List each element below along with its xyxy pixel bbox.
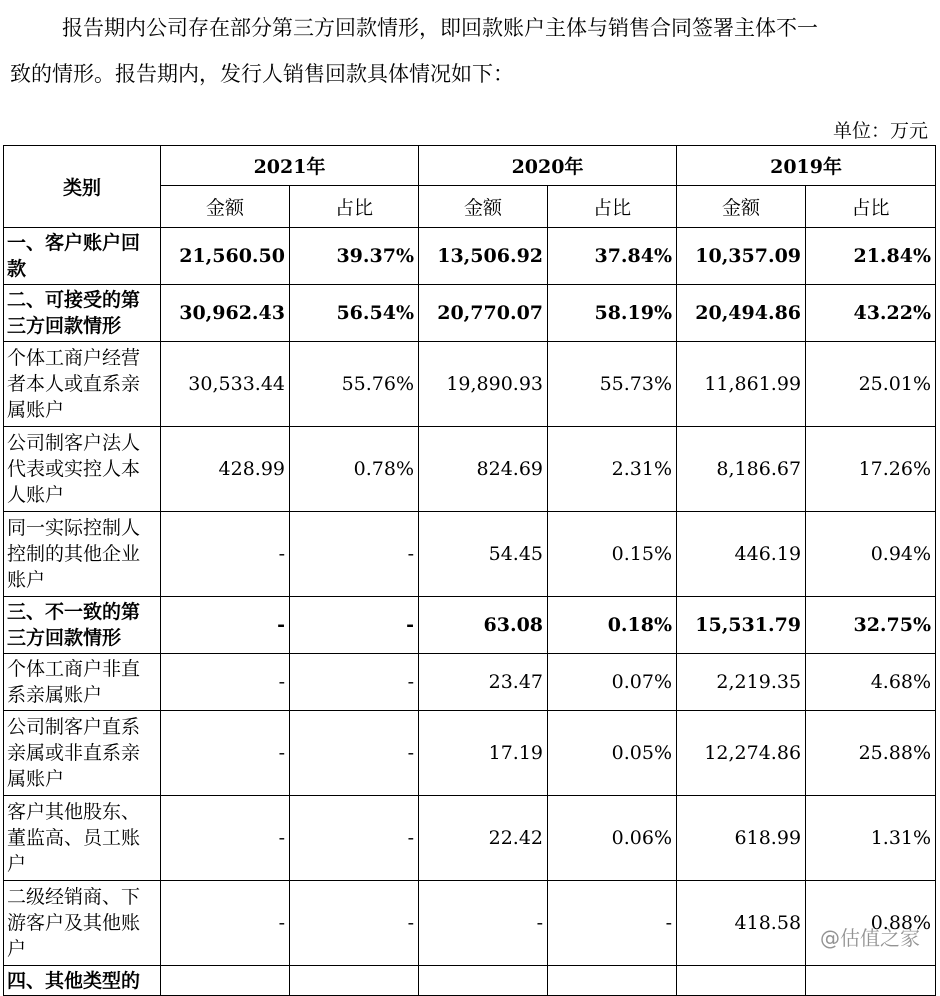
ratio-cell: 25.88% [806, 711, 936, 796]
amount-cell: 446.19 [677, 512, 806, 597]
amount-cell: - [161, 881, 290, 966]
ratio-cell: 55.73% [548, 342, 677, 427]
ratio-cell: 17.26% [806, 427, 936, 512]
amount-cell: 12,274.86 [677, 711, 806, 796]
year-header-2019: 2019年 [677, 146, 936, 186]
amount-cell: - [419, 881, 548, 966]
ratio-cell [290, 966, 419, 996]
amount-header: 金额 [161, 186, 290, 228]
ratio-cell: 0.05% [548, 711, 677, 796]
ratio-cell: 0.88% [806, 881, 936, 966]
table-row [4, 654, 936, 711]
amount-cell: 22.42 [419, 796, 548, 881]
amount-cell: 30,962.43 [161, 285, 290, 342]
amount-cell: 54.45 [419, 512, 548, 597]
table-row [4, 881, 936, 966]
amount-cell: 23.47 [419, 654, 548, 711]
row-category: 个体工商户经营者本人或直系亲属账户 [4, 342, 161, 427]
ratio-cell [548, 966, 677, 996]
ratio-cell: 32.75% [806, 597, 936, 654]
row-category: 二、可接受的第三方回款情形 [4, 285, 161, 342]
amount-cell: 618.99 [677, 796, 806, 881]
ratio-cell: 55.76% [290, 342, 419, 427]
table-row [4, 512, 936, 597]
table-row [4, 796, 936, 881]
ratio-header: 占比 [290, 186, 419, 228]
row-category: 同一实际控制人控制的其他企业账户 [4, 512, 161, 597]
ratio-header: 占比 [548, 186, 677, 228]
amount-cell: 418.58 [677, 881, 806, 966]
amount-cell: 8,186.67 [677, 427, 806, 512]
row-category: 公司制客户法人代表或实控人本人账户 [4, 427, 161, 512]
amount-cell: 20,770.07 [419, 285, 548, 342]
ratio-cell: 37.84% [548, 228, 677, 285]
year-header-2021: 2021年 [161, 146, 419, 186]
ratio-cell: 21.84% [806, 228, 936, 285]
row-category: 公司制客户直系亲属或非直系亲属账户 [4, 711, 161, 796]
ratio-cell: - [290, 654, 419, 711]
ratio-cell: 0.07% [548, 654, 677, 711]
amount-cell: 30,533.44 [161, 342, 290, 427]
amount-cell: 824.69 [419, 427, 548, 512]
ratio-cell: 2.31% [548, 427, 677, 512]
table-row [4, 966, 936, 996]
ratio-cell: 0.94% [806, 512, 936, 597]
ratio-cell: 0.18% [548, 597, 677, 654]
amount-cell: 21,560.50 [161, 228, 290, 285]
ratio-cell: - [290, 711, 419, 796]
table-row [4, 597, 936, 654]
amount-cell: 63.08 [419, 597, 548, 654]
ratio-cell: 58.19% [548, 285, 677, 342]
row-category: 三、不一致的第三方回款情形 [4, 597, 161, 654]
watermark: @估值之家 [820, 926, 920, 950]
table-row [4, 342, 936, 427]
amount-cell: 2,219.35 [677, 654, 806, 711]
ratio-cell: 4.68% [806, 654, 936, 711]
row-category: 客户其他股东、董监高、员工账户 [4, 796, 161, 881]
year-header-2020: 2020年 [419, 146, 677, 186]
ratio-cell: 43.22% [806, 285, 936, 342]
payment-table [3, 145, 936, 996]
amount-cell [419, 966, 548, 996]
row-category: 四、其他类型的 [4, 966, 161, 996]
ratio-cell [806, 966, 936, 996]
row-category: 个体工商户非直系亲属账户 [4, 654, 161, 711]
amount-cell: 19,890.93 [419, 342, 548, 427]
amount-cell: - [161, 796, 290, 881]
row-category: 一、客户账户回款 [4, 228, 161, 285]
ratio-cell: - [290, 597, 419, 654]
table-row [4, 711, 936, 796]
table-row [4, 285, 936, 342]
amount-cell: 11,861.99 [677, 342, 806, 427]
ratio-cell: 56.54% [290, 285, 419, 342]
row-category: 二级经销商、下游客户及其他账户 [4, 881, 161, 966]
ratio-cell: 39.37% [290, 228, 419, 285]
ratio-cell: - [290, 512, 419, 597]
ratio-cell: 25.01% [806, 342, 936, 427]
amount-header: 金额 [677, 186, 806, 228]
amount-cell: 20,494.86 [677, 285, 806, 342]
amount-cell: 13,506.92 [419, 228, 548, 285]
ratio-cell: - [290, 796, 419, 881]
amount-cell: - [161, 654, 290, 711]
amount-cell: 17.19 [419, 711, 548, 796]
amount-cell: - [161, 711, 290, 796]
table-row [4, 427, 936, 512]
amount-cell [161, 966, 290, 996]
amount-header: 金额 [419, 186, 548, 228]
ratio-cell: - [548, 881, 677, 966]
ratio-header: 占比 [806, 186, 936, 228]
ratio-cell: 0.78% [290, 427, 419, 512]
amount-cell: 15,531.79 [677, 597, 806, 654]
amount-cell: - [161, 512, 290, 597]
ratio-cell: 0.06% [548, 796, 677, 881]
ratio-cell: 0.15% [548, 512, 677, 597]
amount-cell: - [161, 597, 290, 654]
ratio-cell: - [290, 881, 419, 966]
unit-label: 单位：万元 [832, 120, 928, 142]
ratio-cell: 1.31% [806, 796, 936, 881]
intro-line-1: 报告期内公司存在部分第三方回款情形，即回款账户主体与销售合同签署主体不一 [62, 16, 818, 40]
table-row [4, 228, 936, 285]
amount-cell: 10,357.09 [677, 228, 806, 285]
amount-cell [677, 966, 806, 996]
category-header: 类别 [4, 146, 161, 228]
intro-line-2: 致的情形。报告期内，发行人销售回款具体情况如下： [10, 62, 514, 86]
amount-cell: 428.99 [161, 427, 290, 512]
